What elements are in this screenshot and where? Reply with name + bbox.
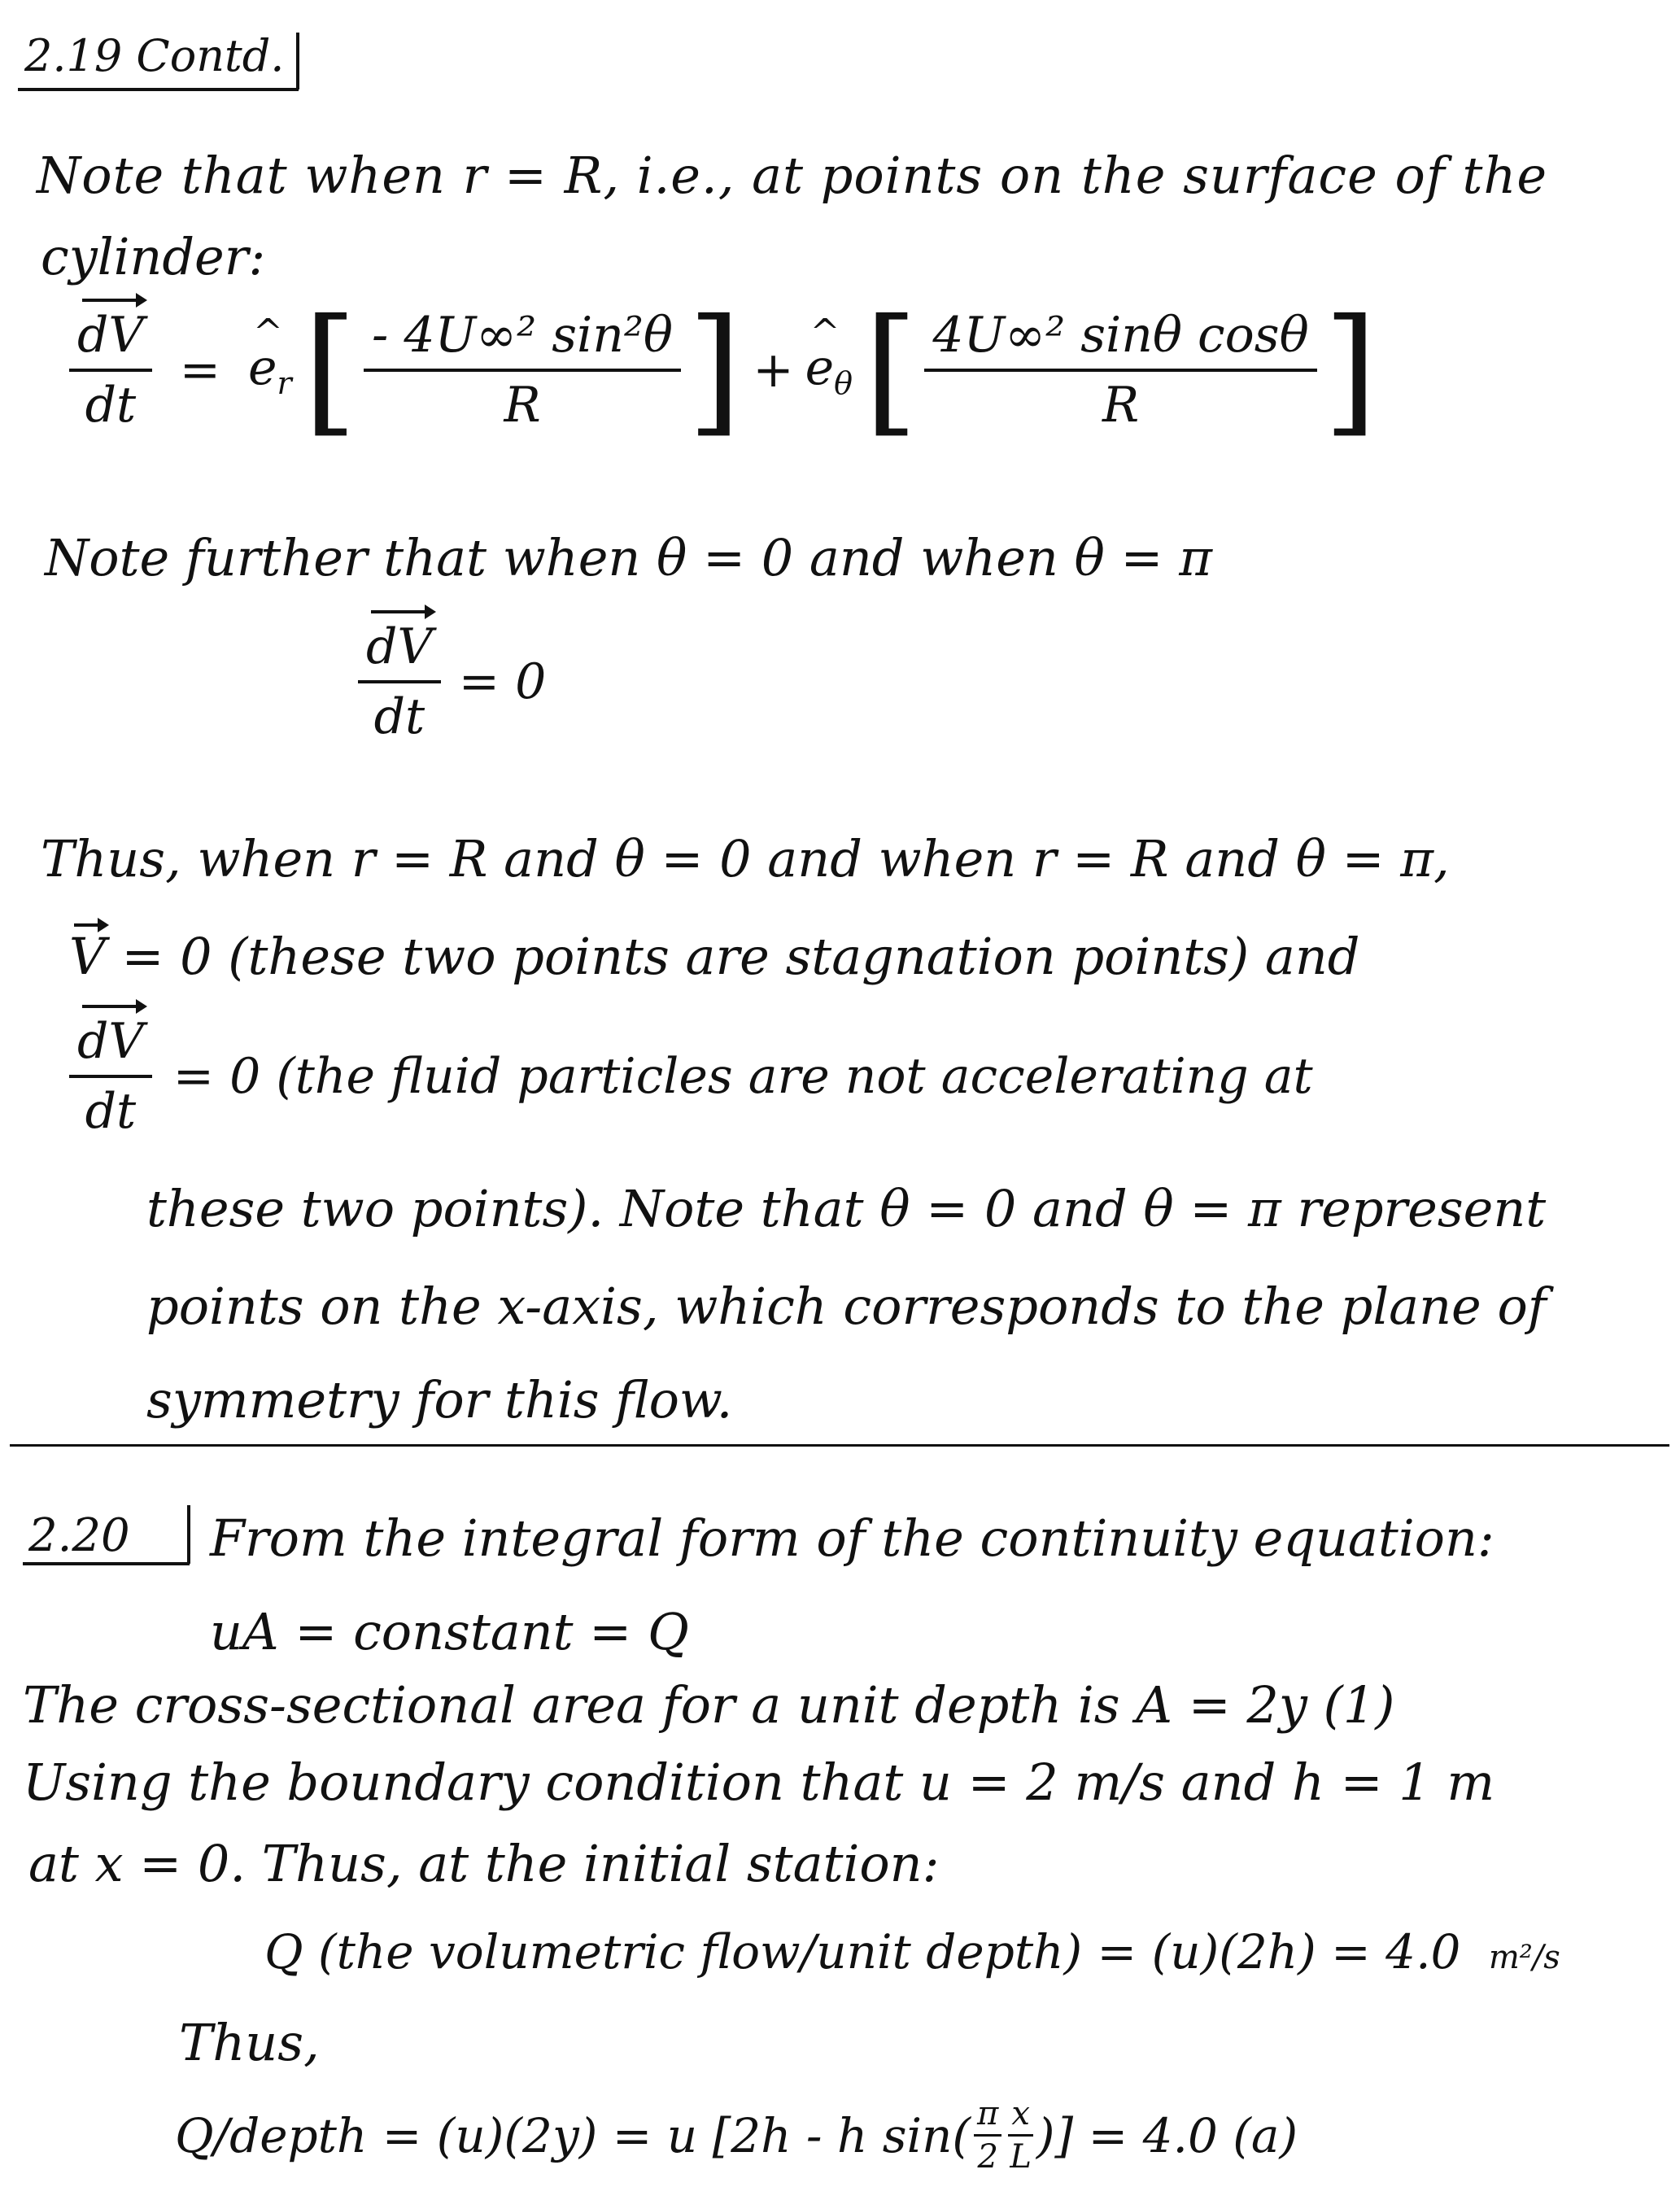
eq1-bracket-1-open: [ (303, 290, 358, 451)
s219-line-2: cylinder: (41, 227, 266, 286)
s219-line-6 (69, 1013, 1313, 1140)
eq1-term2-fraction (924, 307, 1316, 434)
eq1-term2-num: 4U∞² sinθ cosθ (924, 307, 1316, 372)
eq2-den: dt (373, 688, 425, 745)
eq1-term1-num: - 4U∞² sin²θ (364, 307, 681, 372)
s220-line-1: From the integral form of the continuity equation: (210, 1508, 1495, 1568)
s220-line-3: The cross-sectional area for a unit depth is A = 2y (1) (23, 1675, 1395, 1735)
eq1-bracket-1-close: ] (687, 290, 742, 451)
s220-line-8-part-b: )] = 4.0 (a) (1036, 2107, 1298, 2163)
s220-line-7: Thus, (179, 2013, 320, 2072)
eq2-fraction (358, 618, 441, 745)
s219-line-7: these two points). Note that θ = 0 and θ = π represent (146, 1179, 1547, 1238)
section-divider (10, 1444, 1669, 1447)
pi-over-two-fraction (974, 2095, 1001, 2176)
eq1-term1-fraction (364, 307, 681, 434)
header-underline (18, 88, 299, 91)
s220-line-6-unit: m²/s (1488, 1939, 1560, 1976)
s219-line-8: points on the x-axis, which corresponds to the plane of (146, 1277, 1547, 1336)
s220-line-5: at x = 0. Thus, at the initial station: (28, 1834, 940, 1893)
equation-accel-zero (358, 618, 546, 745)
pi-symbol: π (974, 2095, 1001, 2137)
eq1-plus: + (753, 342, 794, 399)
s220-label-box-right (187, 1505, 190, 1564)
s220-line-6 (264, 1924, 1560, 1980)
eq1-bracket-2-open: [ (864, 290, 919, 451)
s219-line-1: Note that when r = R, i.e., at points on the surface of the (37, 146, 1548, 205)
eq1-lhs-num: dV (77, 307, 144, 364)
line6-fraction (69, 1013, 152, 1140)
line6-den: dt (85, 1083, 137, 1140)
equation-accel-surface (69, 290, 1378, 451)
s220-label: 2.20 (28, 1509, 130, 1562)
header-box-right (296, 33, 299, 89)
eq2-num: dV (366, 618, 433, 675)
x-symbol: x (1008, 2095, 1033, 2137)
velocity-vector-symbol: V (69, 927, 106, 986)
s220-label-underline (23, 1562, 190, 1565)
eq2-rhs: = 0 (458, 653, 547, 710)
x-over-L-fraction (1008, 2095, 1033, 2176)
s220-line-6-text: Q (the volumetric flow/unit depth) = (u)(2h) = 4.0 (264, 1924, 1461, 1980)
two-symbol: 2 (977, 2138, 998, 2176)
s219-line-3: Note further that when θ = 0 and when θ = π (45, 528, 1212, 587)
eq1-equals: = (179, 342, 221, 399)
s219-line-6-text: = 0 (the fluid particles are not accelerating at (172, 1048, 1313, 1105)
s220-line-8-part-a: Q/depth = (u)(2y) = u [2h - h sin( (175, 2107, 971, 2163)
s220-line-4: Using the boundary condition that u = 2 m/s and h = 1 m (23, 1753, 1495, 1812)
eq1-lhs-den: dt (85, 377, 137, 434)
eq1-lhs-fraction (69, 307, 152, 434)
L-symbol: L (1010, 2138, 1032, 2176)
line6-num: dV (77, 1013, 144, 1070)
eq1-er-unit-vector: ^ $e_r$ (248, 339, 292, 401)
s219-line-9: symmetry for this flow. (146, 1370, 733, 1430)
s219-line-5 (69, 927, 1360, 986)
eq1-term2-den: R (1102, 377, 1140, 434)
s219-line-5-text: = 0 (these two points are stagnation points) and (121, 927, 1360, 986)
s220-line-2: uA = constant = Q (210, 1602, 689, 1661)
s219-line-4: Thus, when r = R and θ = 0 and when r = R and θ = π, (41, 829, 1450, 888)
eq1-etheta-unit-vector: ^ $e_\theta$ (805, 339, 853, 401)
header-label: 2.19 Contd. (24, 30, 285, 81)
s220-line-8 (175, 2095, 1298, 2176)
eq1-term1-den: R (504, 377, 541, 434)
eq1-bracket-2-close: ] (1323, 290, 1378, 451)
